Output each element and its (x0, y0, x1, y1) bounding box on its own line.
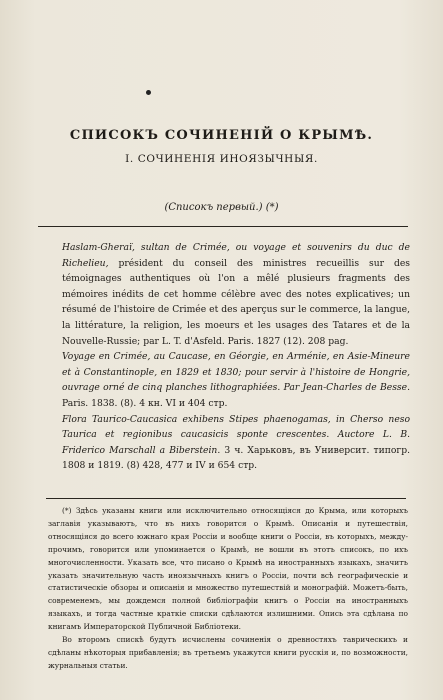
divider-footnote (46, 498, 406, 499)
entry-title: Voyage en Crimée, au Caucase, en Géorgie, en Arménie, en Asie-Mineure et à Constantinople, en 1829 et 1830; pour servir à l'histoire de Hongrie, ouvrage orné de cinq planches lithographiées. Par Jean-Charles de Besse. (62, 351, 410, 394)
bibliography-entry-2 (62, 349, 410, 411)
entry-details: 3 ч. Харьковъ, въ Университ. типогр. 1808 и 1819. (8) 428, 477 и IV и 654 стр. (62, 444, 410, 472)
ink-dot (146, 90, 151, 95)
entry-details: Paris. 1838. (8). 4 кн. VI и 404 стр. (62, 397, 228, 409)
footnote-paragraph-2: Во второмъ спискѣ будутъ исчислены сочиненія о древностяхъ таврическихъ и сдѣланы нѣкоторыя прибавленія; въ третьемъ укажутся книги русскія и, по возможности, журнальныя статьи. (48, 635, 408, 670)
bibliography-entries (62, 240, 410, 474)
page-title: СПИСОКЪ СОЧИНЕНІЙ О КРЫМѢ. (69, 128, 374, 143)
entry-details: président du conseil des ministres recueillis sur des témoignages authentiques où l'on a mêlé plusieurs fragments des mémoires inédits de cet homme célèbre avec des notes explicatives; un résumé de l'histoire de Crimée et des aperçus sur le commerce, la langue, la littérature, la religion, les moeurs et les usages des Tatares et de la Nouvelle-Russie; par L. T. d'Asfeld. Paris. 1827 (12). 208 pag. (62, 257, 410, 347)
entry-title: Flora Taurico-Caucasica exhibens Stipes phaenogamas, in Cherso neso Taurica et regionibus caucasicis sponte crescentes. Auctore L. B. Friderico Marschall a Biberstein. (62, 413, 410, 456)
divider-top (38, 226, 408, 227)
footnote (48, 505, 408, 673)
section-heading: I. СОЧИНЕНІЯ ИНОЯЗЫЧНЫЯ. (125, 153, 318, 165)
bibliography-entry-1 (62, 240, 410, 349)
entry-title: Haslam-Gheraï, sultan de Crimée, ou voyage et souvenirs du duc de Richelieu, (62, 242, 410, 269)
footnote-paragraph-1: (*) Здѣсь указаны книги или исключительно относящіяся до Крыма, или которыхъ заглавія указываютъ, что въ нихъ говорится о Крымѣ. Описанія и путешествія, относящіяся до всего южнаго края Россіи и вообще книги о Россіи, въ которыхъ, между-прочимъ, говорится или упоминается о Крымѣ, не вошли въ этотъ списокъ, по ихъ многочисленности. Указать все, что писано о Крымѣ на иностранныхъ языкахъ, значитъ указать значительную часть иноязычныхъ книгъ о Россіи, почти всѣ географическіе и статистическіе обзоры и описанія и множество путешествій и монографій. Можетъ-быть, современемъ, мы дождемся полной библіографіи книгъ о Россіи на иностранныхъ языкахъ, и тогда частные краткіе списки сдѣлаются излишними. Опись эта сдѣлана по книгамъ Императорской Публичной Библіотеки. (48, 506, 408, 632)
bibliography-entry-3 (62, 412, 410, 474)
list-part-label: (Списокъ первый.) (*) (164, 202, 279, 213)
